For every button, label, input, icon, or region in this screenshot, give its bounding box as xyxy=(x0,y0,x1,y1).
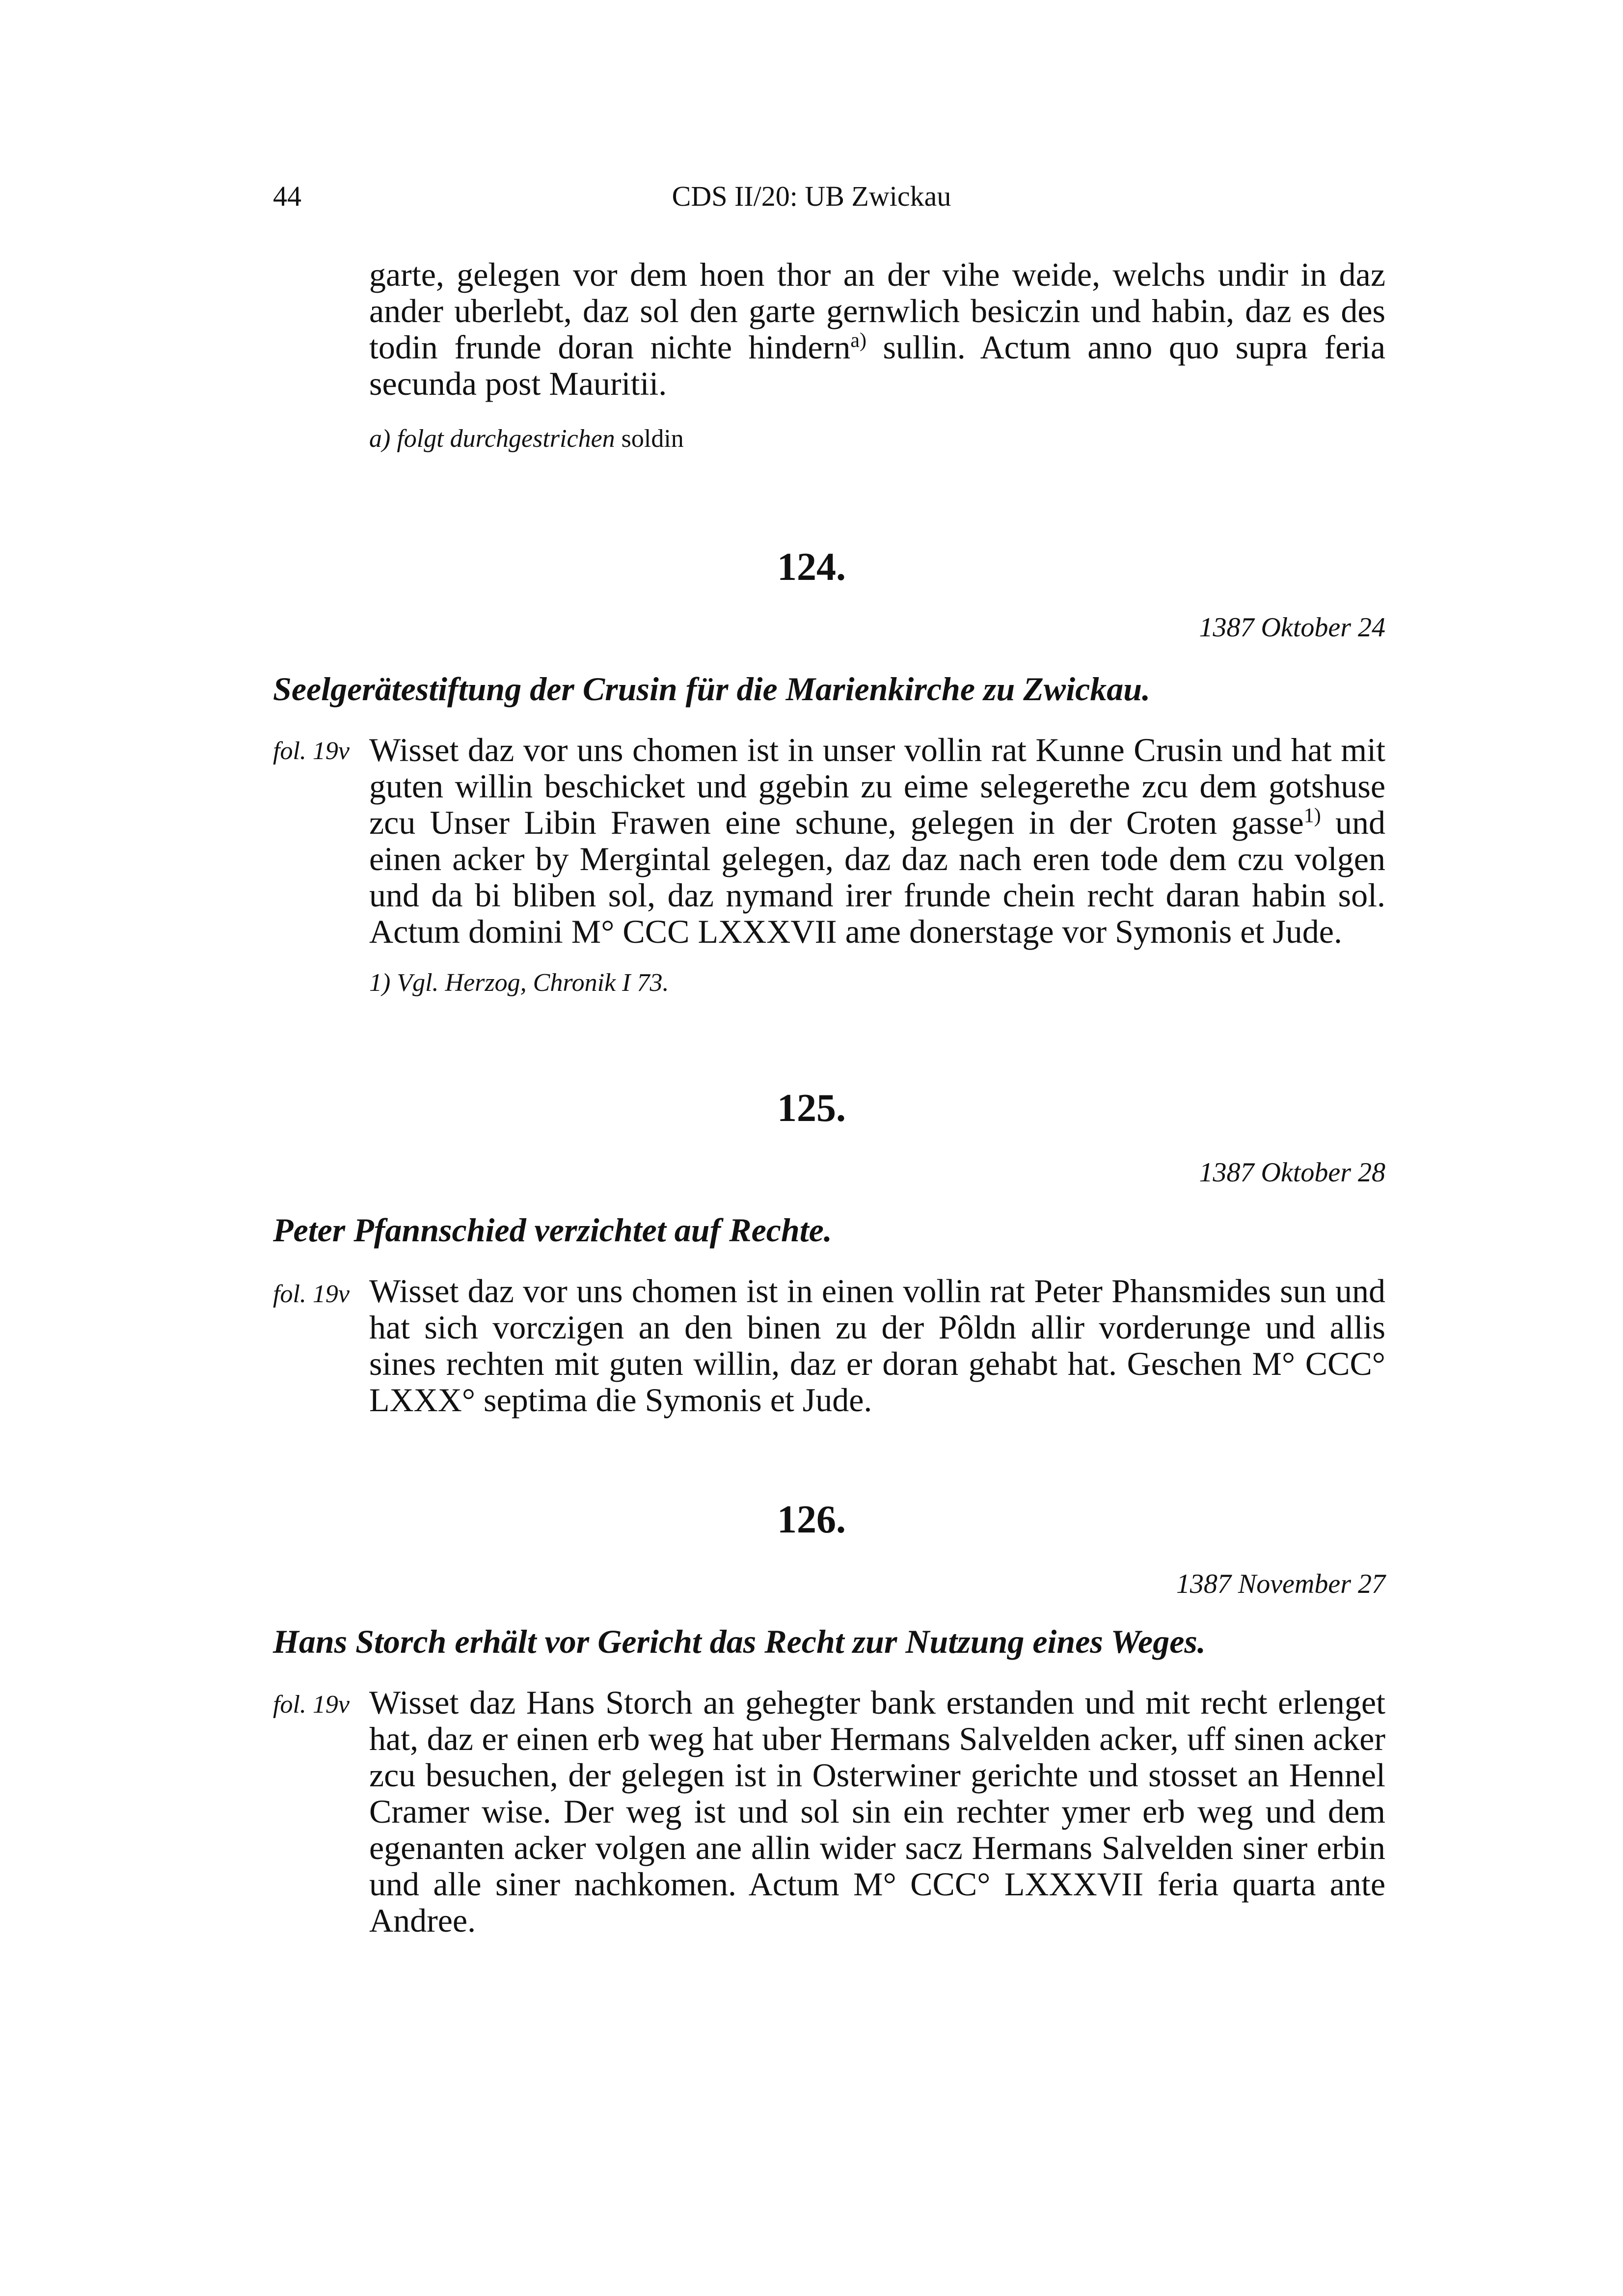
folio-reference: fol. 19v xyxy=(273,1280,350,1308)
document-title: Hans Storch erhält vor Gericht das Recht zur Nutzung eines Weges. xyxy=(273,1623,1206,1660)
document-text xyxy=(369,732,1385,950)
continuation-text-part: sullin. Actum anno quo supra feria secunda post Mauritii. xyxy=(369,328,1386,402)
folio-reference: fol. 19v xyxy=(273,737,350,765)
footnote: 1) Vgl. Herzog, Chronik I 73. xyxy=(369,969,669,997)
document-number: 126. xyxy=(777,1498,846,1541)
document-title: Peter Pfannschied verzichtet auf Rechte. xyxy=(273,1211,832,1249)
document-title: Seelgerätestiftung der Crusin für die Marienkirche zu Zwickau. xyxy=(273,670,1151,708)
document-date: 1387 Oktober 24 xyxy=(1199,612,1385,643)
footnote-text: soldin xyxy=(615,425,684,453)
document-text: Wisset daz vor uns chomen ist in einen vollin rat Peter Phansmides sun und hat sich vorczigen an den binen zu der Pôldn allir vorderunge und allis sines rechten mit guten willin, daz er doran gehabt hat. Geschen M° CCC° LXXX° septima die Symonis et Jude. xyxy=(369,1272,1385,1419)
document-number: 125. xyxy=(777,1087,846,1130)
document-date: 1387 Oktober 28 xyxy=(1199,1157,1385,1188)
folio-reference: fol. 19v xyxy=(273,1691,350,1719)
footnote-mark: 1) xyxy=(1303,804,1321,827)
document-number: 124. xyxy=(777,546,846,589)
footnote xyxy=(369,424,684,453)
running-title: CDS II/20: UB Zwickau xyxy=(672,180,951,212)
footnote-label: a) folgt durchgestrichen xyxy=(369,425,615,453)
continuation-text-part: garte, gelegen vor dem hoen thor an der vihe weide, welchs undir in daz ander uberlebt, daz sol den garte gernwlich besiczin und habin, daz es des todin frunde doran nichte hindern xyxy=(369,256,1385,366)
footnote-mark: a) xyxy=(850,329,866,352)
document-text: Wisset daz Hans Storch an gehegter bank erstanden und mit recht erlenget hat, daz er einen erb weg hat uber Hermans Salvelden acker, uff sinen acker zcu besuchen, der gelegen ist in Osterwiner gerichte und stosset an Hennel Cramer wise. Der weg ist und sol sin ein rechter ymer erb weg und dem egenanten acker volgen ane allin wider sacz Hermans Salvelden siner erbin und alle siner nachkomen. Actum M° CCC° LXXXVII feria quarta ante Andree. xyxy=(369,1684,1385,1939)
document-date: 1387 November 27 xyxy=(1176,1569,1385,1599)
page-number: 44 xyxy=(273,180,301,212)
continuation-text xyxy=(369,256,1385,402)
document-text-part: und einen acker by Mergintal gelegen, daz daz nach eren tode dem czu volgen und da bi bliben sol, daz nymand irer frunde chein recht daran habin sol. Actum domini M° CCC LXXXVII ame donerstage vor Symonis et Jude. xyxy=(369,804,1385,950)
document-text-part: Wisset daz vor uns chomen ist in unser vollin rat Kunne Crusin und hat mit guten willin beschicket und ggebin zu eime selegerethe zcu dem gotshuse zcu Unser Libin Frawen eine schune, gelegen in der Croten gasse xyxy=(369,731,1385,841)
